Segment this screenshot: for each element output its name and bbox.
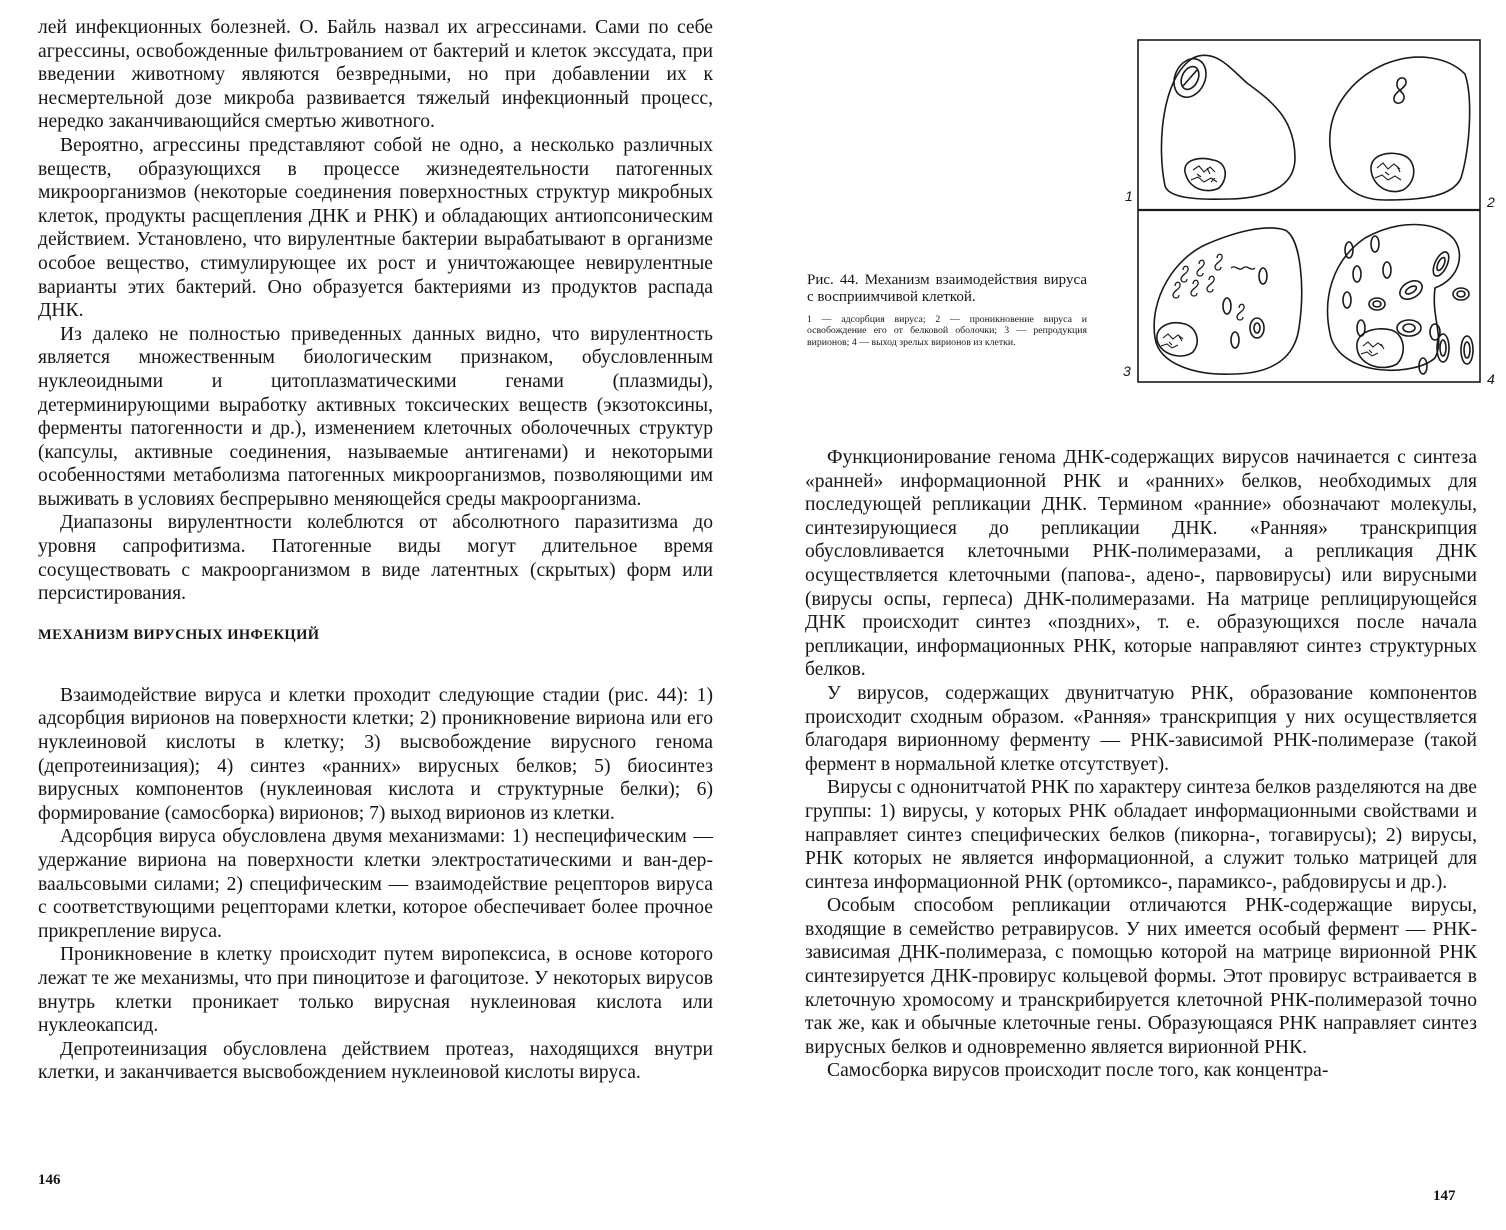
right-text-column (805, 446, 1477, 1083)
left-paragraph-5: Взаимодействие вируса и клетки проходит следующие стадии (рис. 44): 1) адсорбция вирионов на поверхности клетки; 2) проникновение вириона или его нуклеиновой кислоты в клетку; 3) высвобождение вирусного генома (депротеинизация); 4) синтез «ранних» вирусных белков; 5) биосинтез вирусных компонентов (нуклеиновая кислота и структурные белки); 6) формирование (самосборка) вирионов; 7) выход вирионов из клетки. (38, 684, 713, 824)
nucleus-panel-3 (1157, 323, 1197, 356)
virions-panel-3 (1223, 268, 1267, 348)
right-paragraph-1: Функционирование генома ДНК-содержащих вирусов начинается с синтеза «ранней» информационной РНК и «ранних» белков, необходимых для последующей репликации ДНК. Термином «ранние» обозначают молекулы, синтезирующиеся до репликации ДНК. «Ранняя» транскрипция обусловливается клеточными РНК-полимеразами, а репликация ДНК осуществляется клеточными (папова-, адено-, парвовирусы) или вирусными (вирусы оспы, герпеса) ДНК-полимеразами. На матрице реплицирующейся ДНК происходит синтез «поздних», т. е. образующихся после начала репликации, информационных РНК, которые направляют синтез структурных белков. (805, 447, 1477, 681)
left-paragraph-1: лей инфекционных болезней. О. Байль назвал их агрессинами. Сами по себе агрессины, освобожденные фильтрованием от бактерий и клеток экссудата, при введении животному являются безвредными, но при добавлении их к несмертельной дозе микроба развивается тяжелый инфекционный процесс, нередко заканчивающийся смертью животного. (38, 17, 713, 133)
virus-cell-diagram (1135, 38, 1485, 388)
panel-number-2: 2 (1487, 194, 1495, 210)
genomes-panel-3 (1173, 254, 1255, 320)
right-paragraph-2: У вирусов, содержащих двунитчатую РНК, образование компонентов происходит сходным образом. «Ранняя» транскрипция у них осуществляется благодаря вирионному ферменту — РНК-зависимой РНК-полимеразе (такой фермент в нормальной клетке отсутствует). (805, 682, 1477, 775)
nucleus-panel-2 (1371, 153, 1414, 191)
left-paragraph-6: Адсорбция вируса обусловлена двумя механизмами: 1) неспецифическим — удержание вириона на поверхности клетки электростатическими и ван-дер-ваальсовыми силами; 2) специфическим — взаимодействие рецепторов вируса с соответствующими рецепторами клетки, которое обеспечивает более прочное прикрепление вируса. (38, 826, 713, 942)
right-paragraph-4: Особым способом репликации отличаются РНК-содержащие вирусы, входящие в семейство ретравирусов. У них имеется особый фермент — РНК-зависимая ДНК-полимераза, с помощью которой на матрице вирионной РНК синтезируется ДНК-провирус кольцевой формы. Этот провирус встраивается в клеточную хромосому и транскрибируется клеточной РНК-полимеразой точно так же, как и обычные клеточные гены. Образующаяся РНК направляет синтез вирусных белков и одновременно является вирионной РНК. (805, 895, 1477, 1058)
figure-44 (1123, 38, 1495, 388)
caption-legend: 1 — адсорбция вируса; 2 — проникновение вируса и освобождение его от белковой оболочки; 3 — репродукция вирионов; 4 — выход зрелых вирионов из клетки. (807, 314, 1087, 348)
left-paragraph-2: Вероятно, агрессины представляют собой не одно, а несколько различных веществ, образующихся в процессе жизнедеятельности патогенных микроорганизмов (некоторые соединения поверхностных структур микробных клеток, продукты расщепления ДНК и РНК) и обладающих антиопсоническим действием. Установлено, что вирулентные бактерии вырабатывают в организме особое вещество, стимулирующее их рост и уничтожающее невирулентные варианты этих бактерий. Оно образуется бактериями из продуктов распада ДНК. (38, 134, 713, 322)
left-paragraph-4: Диапазоны вирулентности колеблются от абсолютного паразитизма до уровня сапрофитизма. Патогенные виды могут длительное время сосуществовать с макроорганизмом в виде латентных (скрытых) форм или персистирования. (38, 512, 713, 605)
left-paragraph-3: Из далеко не полностью приведенных данных видно, что вирулентность является множественным биологическим признаком, обусловленным нуклеоидными и цитоплазматическими генами (плазмиды), детерминирующими выработку активных токсических веществ (экзотоксины, ферменты патогенности и др.), изменением клеточных оболочечных структур (капсулы, активные соединения, называемые антигенами) и некоторыми особенностями метаболизма патогенных микроорганизмов, позволяющими им выживать в условиях беспрерывно меняющейся среды макроорганизма. (38, 323, 713, 510)
panel-number-1: 1 (1125, 188, 1133, 204)
figure-caption (807, 272, 1087, 348)
page-number-left: 146 (38, 1172, 61, 1188)
caption-title: Рис. 44. Механизм взаимодействия вируса с восприимчивой клеткой. (807, 272, 1087, 305)
panel-number-3: 3 (1123, 363, 1131, 379)
left-paragraph-8: Депротеинизация обусловлена действием протеаз, находящихся внутри клетки, и заканчивается высвобождением нуклеиновой кислоты вируса. (38, 1038, 713, 1084)
virus-genome-panel-2 (1394, 78, 1406, 103)
left-text-column (38, 16, 713, 1085)
right-paragraph-5: Самосборка вирусов происходит после того, как концентра- (827, 1060, 1329, 1082)
cell-panel-3 (1154, 228, 1302, 374)
left-paragraph-7: Проникновение в клетку происходит путем виропексиса, в основе которого лежат те же механизмы, что при пиноцитозе и фагоцитозе. У некоторых вирусов внутрь клетки проникает только вирусная нуклеиновая кислота или нуклеокапсид. (38, 944, 713, 1037)
section-heading: МЕХАНИЗМ ВИРУСНЫХ ИНФЕКЦИЙ (38, 626, 320, 643)
right-paragraph-3: Вирусы с однонитчатой РНК по характеру синтеза белков разделяются на две группы: 1) вирусы, у которых РНК обладает информационными свойствами и направляет синтез специфических белков (пикорна-, тогавирусы); 2) вирусы, РНК которых не является информационной, а служит только матрицей для синтеза информационной РНК (ортомиксо-, парамиксо-, рабдовирусы и др.). (805, 777, 1477, 893)
page-number-right: 147 (1433, 1188, 1456, 1204)
panel-number-4: 4 (1487, 371, 1495, 387)
nucleus-panel-1 (1185, 159, 1225, 191)
right-page (753, 0, 1506, 1230)
